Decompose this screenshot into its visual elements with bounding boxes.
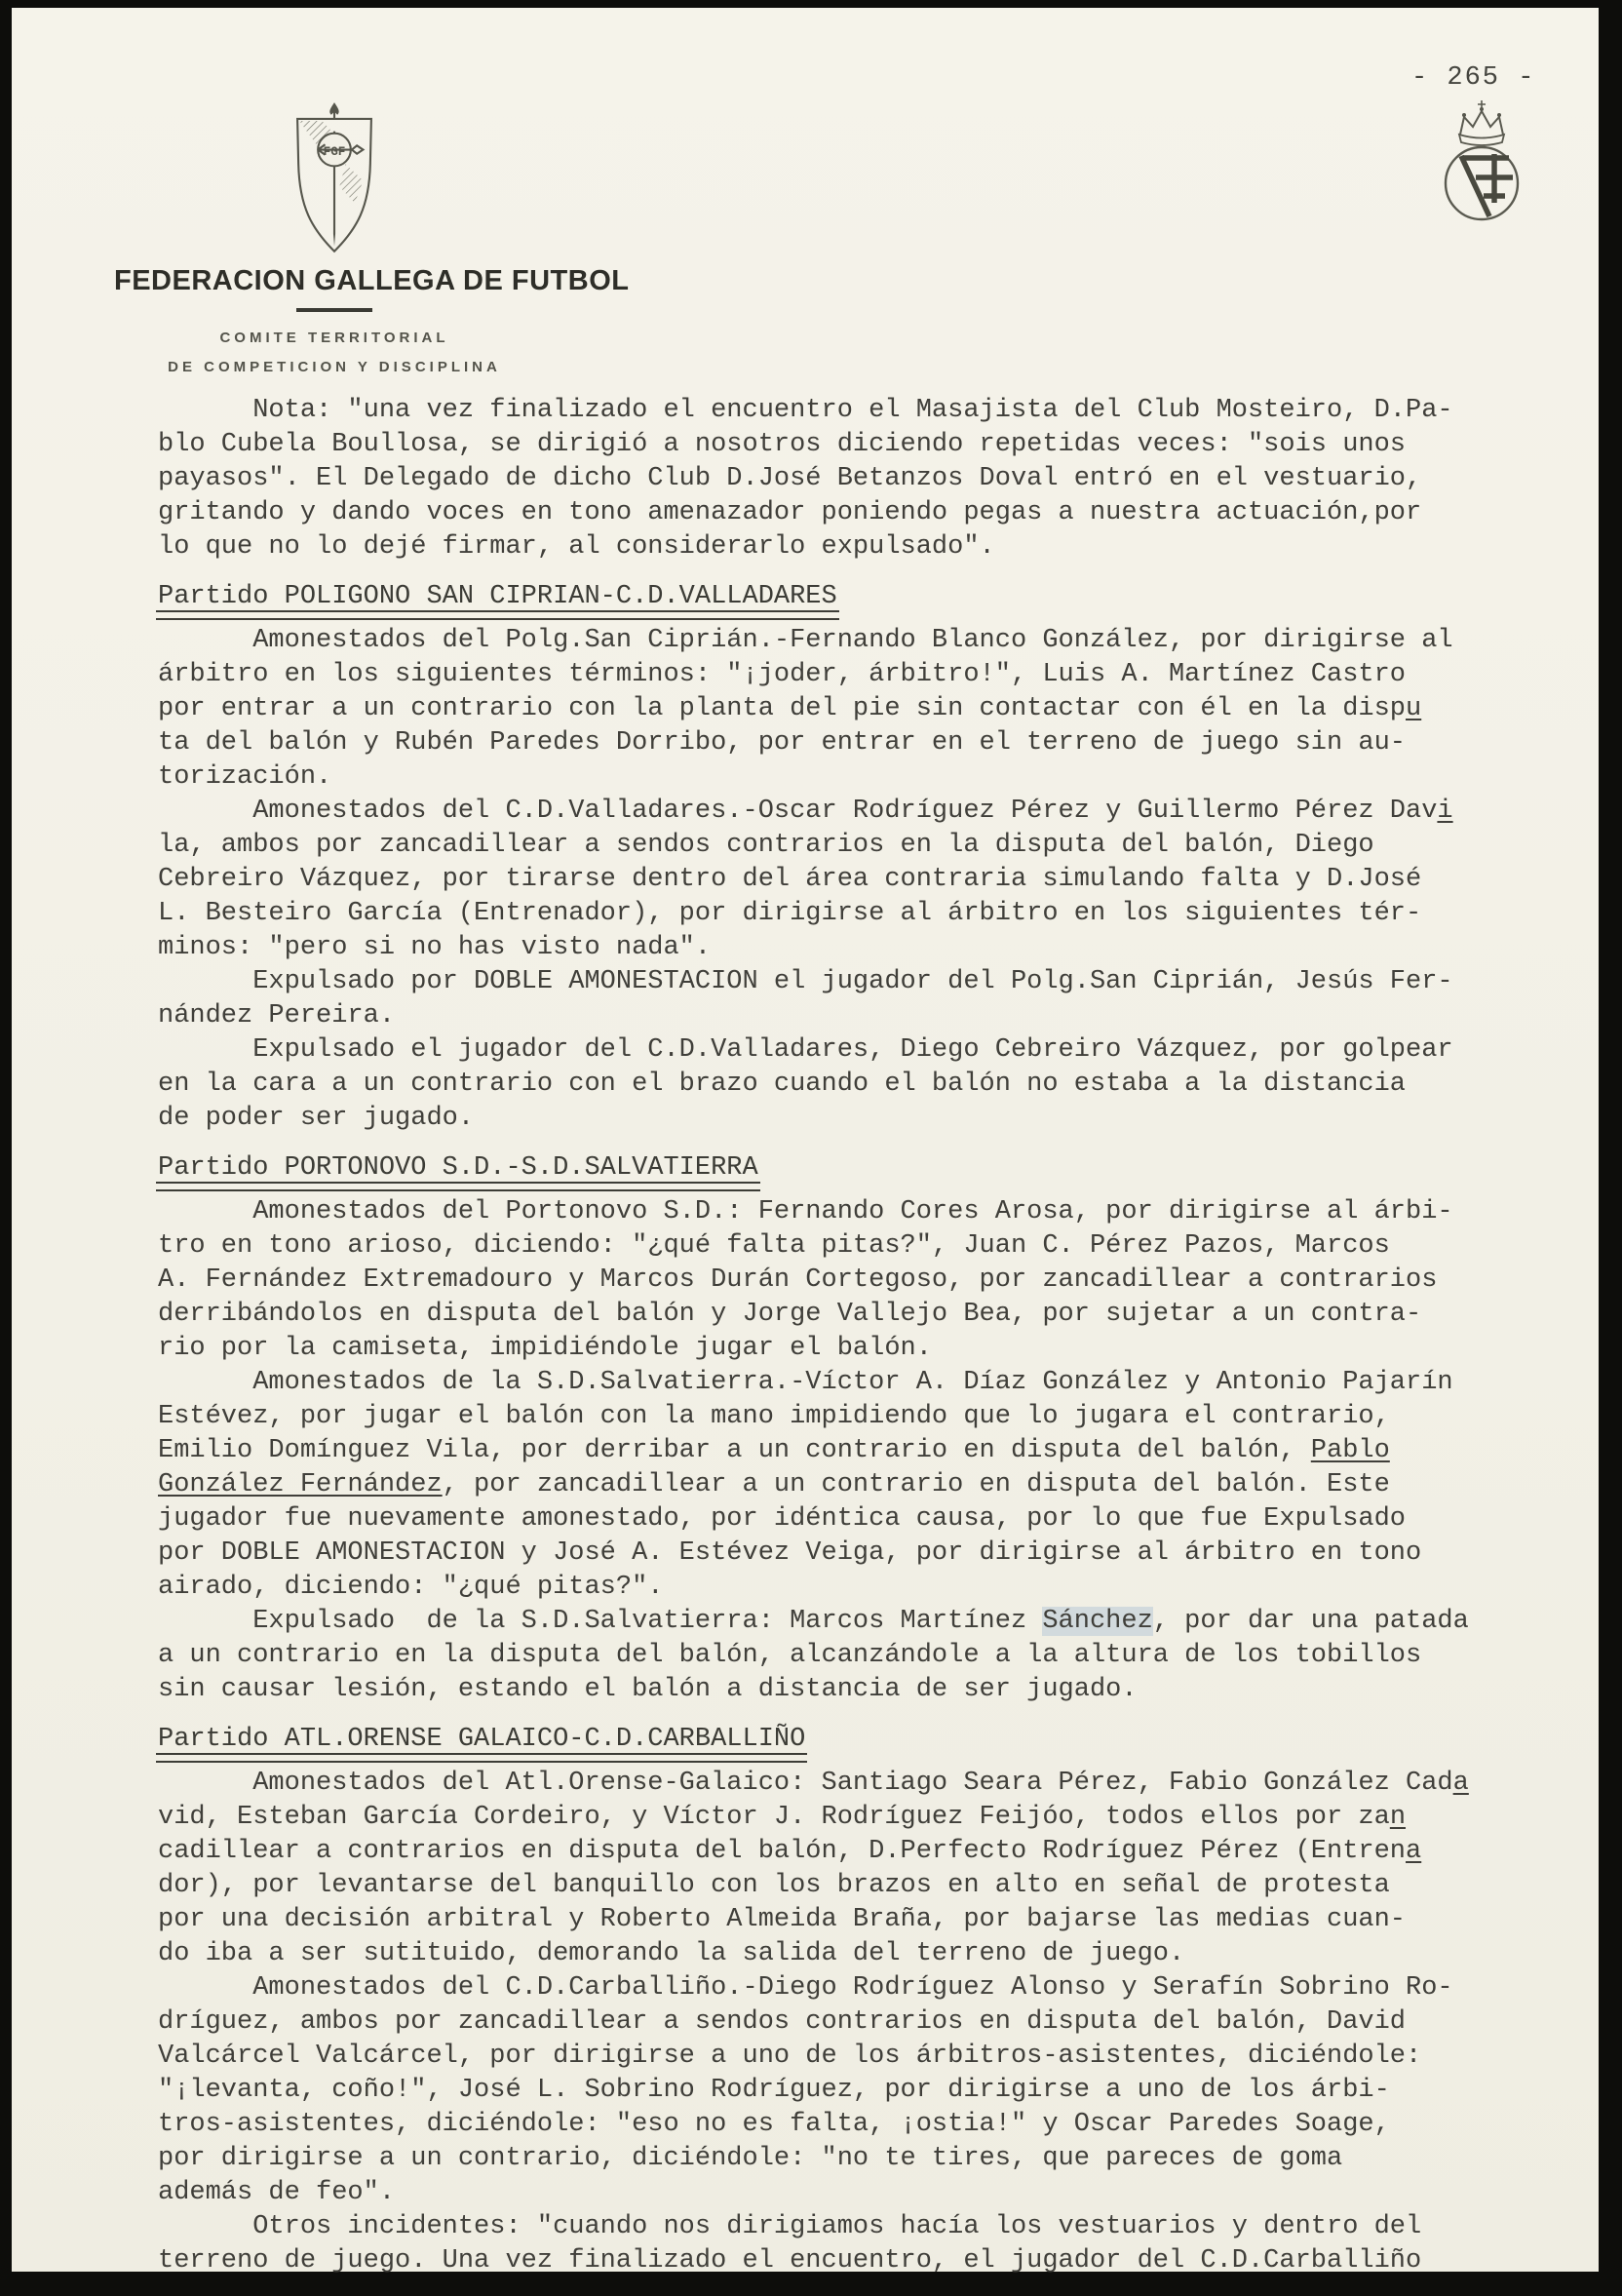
text-line: Expulsado por DOBLE AMONESTACION el jugador del Polg.San Ciprián, Jesús Fer-	[158, 967, 1453, 996]
letterhead-divider	[296, 308, 372, 312]
match-heading: Partido POLIGONO SAN CIPRIAN-C.D.VALLADARES	[158, 580, 1601, 614]
committee-line-2: DE COMPETICION Y DISCIPLINA	[168, 359, 501, 375]
document-body	[158, 394, 1601, 2278]
crowned-federation-crest-icon	[1431, 99, 1532, 228]
svg-text:FGF: FGF	[323, 143, 346, 159]
text-line: blo Cubela Boullosa, se dirigió a nosotros diciendo repetidas veces: "sois unos	[158, 430, 1407, 459]
text-line: Amonestados del Polg.San Ciprián.-Fernando Blanco González, por dirigirse al	[158, 626, 1453, 655]
text-line: además de feo".	[158, 2178, 396, 2207]
paragraph	[158, 1366, 1601, 1605]
text-line: cadillear a contrarios en disputa del balón, D.Perfecto Rodríguez Pérez (Entrena	[158, 1837, 1422, 1866]
match-heading: Partido ATL.ORENSE GALAICO-C.D.CARBALLIÑO	[158, 1723, 1601, 1757]
paragraph	[158, 2210, 1601, 2278]
text-line: Amonestados de la S.D.Salvatierra.-Víctor A. Díaz González y Antonio Pajarín	[158, 1368, 1453, 1397]
text-line: Amonestados del C.D.Carballiño.-Diego Rodríguez Alonso y Serafín Sobrino Ro-	[158, 1973, 1453, 2003]
text-line: tro en tono arioso, diciendo: "¿qué falta pitas?", Juan C. Pérez Pazos, Marcos	[158, 1231, 1390, 1261]
text-line: Cebreiro Vázquez, por tirarse dentro del área contraria simulando falta y D.José	[158, 865, 1422, 894]
text-line: árbitro en los siguientes términos: "¡joder, árbitro!", Luis A. Martínez Castro	[158, 660, 1407, 689]
text-line: por DOBLE AMONESTACION y José A. Estévez Veiga, por dirigirse al árbitro en tono	[158, 1538, 1422, 1568]
letterhead	[114, 263, 630, 382]
text-line: a un contrario en la disputa del balón, alcanzándole a la altura de los tobillos	[158, 1641, 1422, 1670]
text-line: Amonestados del C.D.Valladares.-Oscar Rodríguez Pérez y Guillermo Pérez Davi	[158, 797, 1453, 826]
paragraph	[158, 795, 1601, 965]
text-line: torización.	[158, 762, 332, 792]
text-line: Nota: "una vez finalizado el encuentro el Masajista del Club Mosteiro, D.Pa-	[158, 396, 1453, 425]
text-line: airado, diciendo: "¿qué pitas?".	[158, 1573, 664, 1602]
text-line: lo que no lo dejé firmar, al considerarlo expulsado".	[158, 532, 995, 562]
text-line: dor), por levantarse del banquillo con los brazos en alto en señal de protesta	[158, 1871, 1390, 1900]
document-page	[12, 8, 1599, 2276]
text-line: minos: "pero si no has visto nada".	[158, 933, 712, 962]
paragraph	[158, 1605, 1601, 1707]
committee-block	[114, 324, 555, 382]
organization-title: FEDERACION GALLEGA DE FUTBOL	[114, 265, 630, 296]
text-line: por dirigirse a un contrario, diciéndole: "no te tires, que pareces de goma	[158, 2144, 1343, 2173]
text-line: rio por la camiseta, impidiéndole jugar el balón.	[158, 1334, 932, 1363]
text-line: derribándolos en disputa del balón y Jorge Vallejo Bea, por sujetar a un contra-	[158, 1300, 1422, 1329]
text-line: tros-asistentes, diciéndole: "eso no es falta, ¡ostia!" y Oscar Paredes Soage,	[158, 2110, 1390, 2139]
text-line: de poder ser jugado.	[158, 1104, 475, 1133]
text-line: ta del balón y Rubén Paredes Dorribo, por entrar en el terreno de juego sin au-	[158, 728, 1407, 758]
paragraph	[158, 1971, 1601, 2210]
text-line: jugador fue nuevamente amonestado, por idéntica causa, por lo que fue Expulsado	[158, 1504, 1407, 1534]
text-line: nández Pereira.	[158, 1001, 396, 1031]
text-line: Estévez, por jugar el balón con la mano impidiendo que lo jugara el contrario,	[158, 1402, 1390, 1431]
text-line: dríguez, ambos por zancadillear a sendos contrarios en disputa del balón, David	[158, 2007, 1407, 2037]
paragraph	[158, 1195, 1601, 1366]
text-line: González Fernández, por zancadillear a un contrario en disputa del balón. Este	[158, 1470, 1390, 1499]
paragraph	[158, 1033, 1601, 1136]
text-line: Expulsado el jugador del C.D.Valladares, Diego Cebreiro Vázquez, por golpear	[158, 1035, 1453, 1065]
text-line: terreno de juego. Una vez finalizado el encuentro, el jugador del C.D.Carballiño	[158, 2246, 1422, 2276]
text-line: payasos". El Delegado de dicho Club D.José Betanzos Doval entró en el vestuario,	[158, 464, 1422, 493]
text-line: por entrar a un contrario con la planta del pie sin contactar con él en la dispu	[158, 694, 1422, 723]
text-line: Expulsado de la S.D.Salvatierra: Marcos Martínez Sánchez, por dar una patada	[158, 1607, 1469, 1636]
paragraph	[158, 394, 1601, 564]
text-line: por una decisión arbitral y Roberto Almeida Braña, por bajarse las medias cuan-	[158, 1905, 1407, 1934]
paragraph	[158, 1767, 1601, 1971]
text-line: A. Fernández Extremadouro y Marcos Durán Cortegoso, por zancadillear a contrarios	[158, 1265, 1438, 1295]
text-line: sin causar lesión, estando el balón a distancia de ser jugado.	[158, 1675, 1138, 1704]
text-line: Emilio Domínguez Vila, por derribar a un contrario en disputa del balón, Pablo	[158, 1436, 1390, 1465]
text-line: Otros incidentes: "cuando nos dirigiamos hacía los vestuarios y dentro del	[158, 2212, 1422, 2241]
text-line: la, ambos por zancadillear a sendos contrarios en la disputa del balón, Diego	[158, 831, 1374, 860]
paragraph	[158, 624, 1601, 795]
text-line: do iba a ser sutituido, demorando la salida del terreno de juego.	[158, 1939, 1185, 1968]
text-line: Amonestados del Atl.Orense-Galaico: Santiago Seara Pérez, Fabio González Cada	[158, 1769, 1469, 1798]
page-number: - 265 -	[1411, 63, 1536, 93]
match-heading: Partido PORTONOVO S.D.-S.D.SALVATIERRA	[158, 1151, 1601, 1186]
text-line: vid, Esteban García Cordeiro, y Víctor J. Rodríguez Feijóo, todos ellos por zan	[158, 1803, 1407, 1832]
fgf-shield-emblem-icon	[281, 100, 388, 256]
text-line: Amonestados del Portonovo S.D.: Fernando Cores Arosa, por dirigirse al árbi-	[158, 1197, 1453, 1226]
text-line: gritando y dando voces en tono amenazador poniendo pegas a nuestra actuación,por	[158, 498, 1422, 527]
committee-line-1: COMITE TERRITORIAL	[219, 330, 449, 346]
text-line: L. Besteiro García (Entrenador), por dirigirse al árbitro en los siguientes tér-	[158, 899, 1422, 928]
paragraph	[158, 965, 1601, 1033]
text-line: Valcárcel Valcárcel, por dirigirse a uno de los árbitros-asistentes, diciéndole:	[158, 2042, 1422, 2071]
text-line: en la cara a un contrario con el brazo cuando el balón no estaba a la distancia	[158, 1070, 1407, 1099]
text-line: "¡levanta, coño!", José L. Sobrino Rodríguez, por dirigirse a uno de los árbi-	[158, 2076, 1390, 2105]
